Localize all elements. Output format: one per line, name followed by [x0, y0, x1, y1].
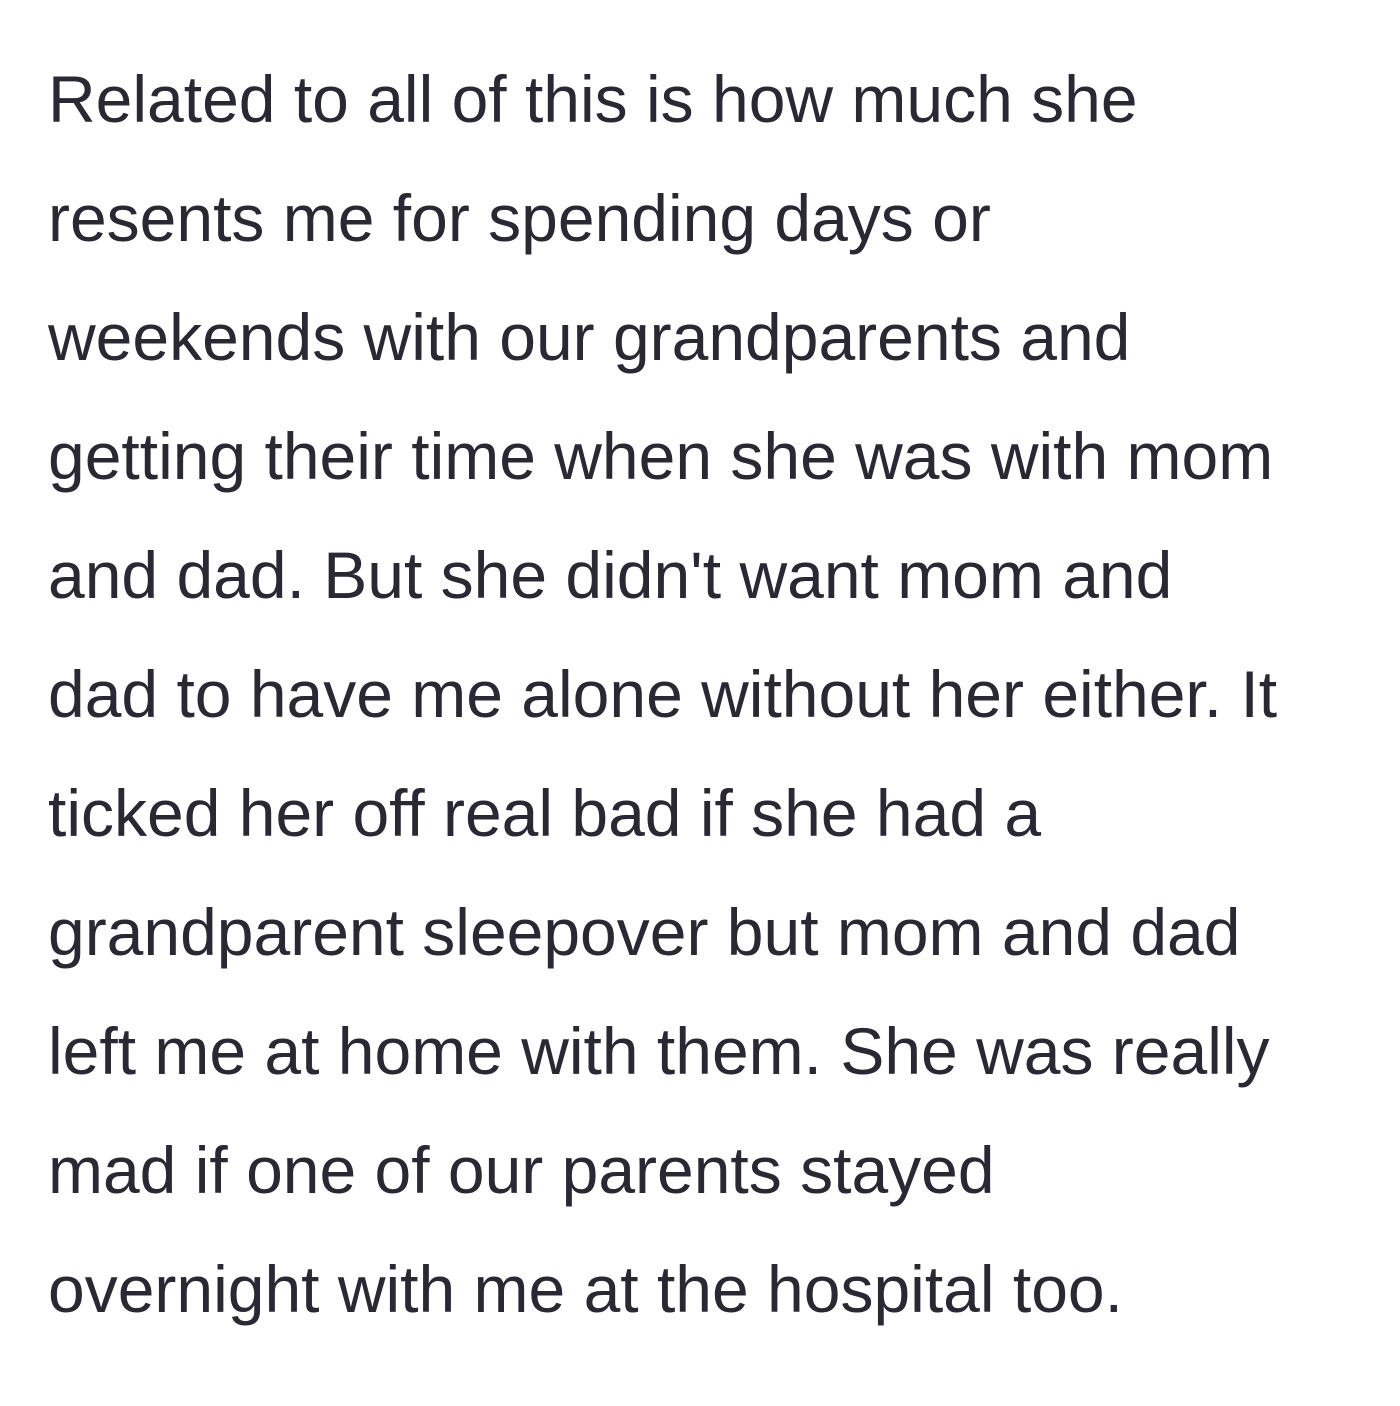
text-line: getting their time when she was with mom — [48, 419, 1274, 493]
text-line: Related to all of this is how much she — [48, 62, 1138, 136]
text-line: overnight with me at the hospital too. — [48, 1252, 1123, 1326]
text-passage — [48, 40, 1368, 1349]
text-line: left me at home with them. She was really — [48, 1014, 1270, 1088]
text-line: dad to have me alone without her either. It — [48, 657, 1278, 731]
text-line: resents me for spending days or — [48, 181, 991, 255]
text-line: ticked her off real bad if she had a — [48, 776, 1042, 850]
text-line: mad if one of our parents stayed — [48, 1133, 995, 1207]
text-line: and dad. But she didn't want mom and — [48, 538, 1173, 612]
text-line: weekends with our grandparents and — [48, 300, 1131, 374]
text-line: grandparent sleepover but mom and dad — [48, 895, 1241, 969]
